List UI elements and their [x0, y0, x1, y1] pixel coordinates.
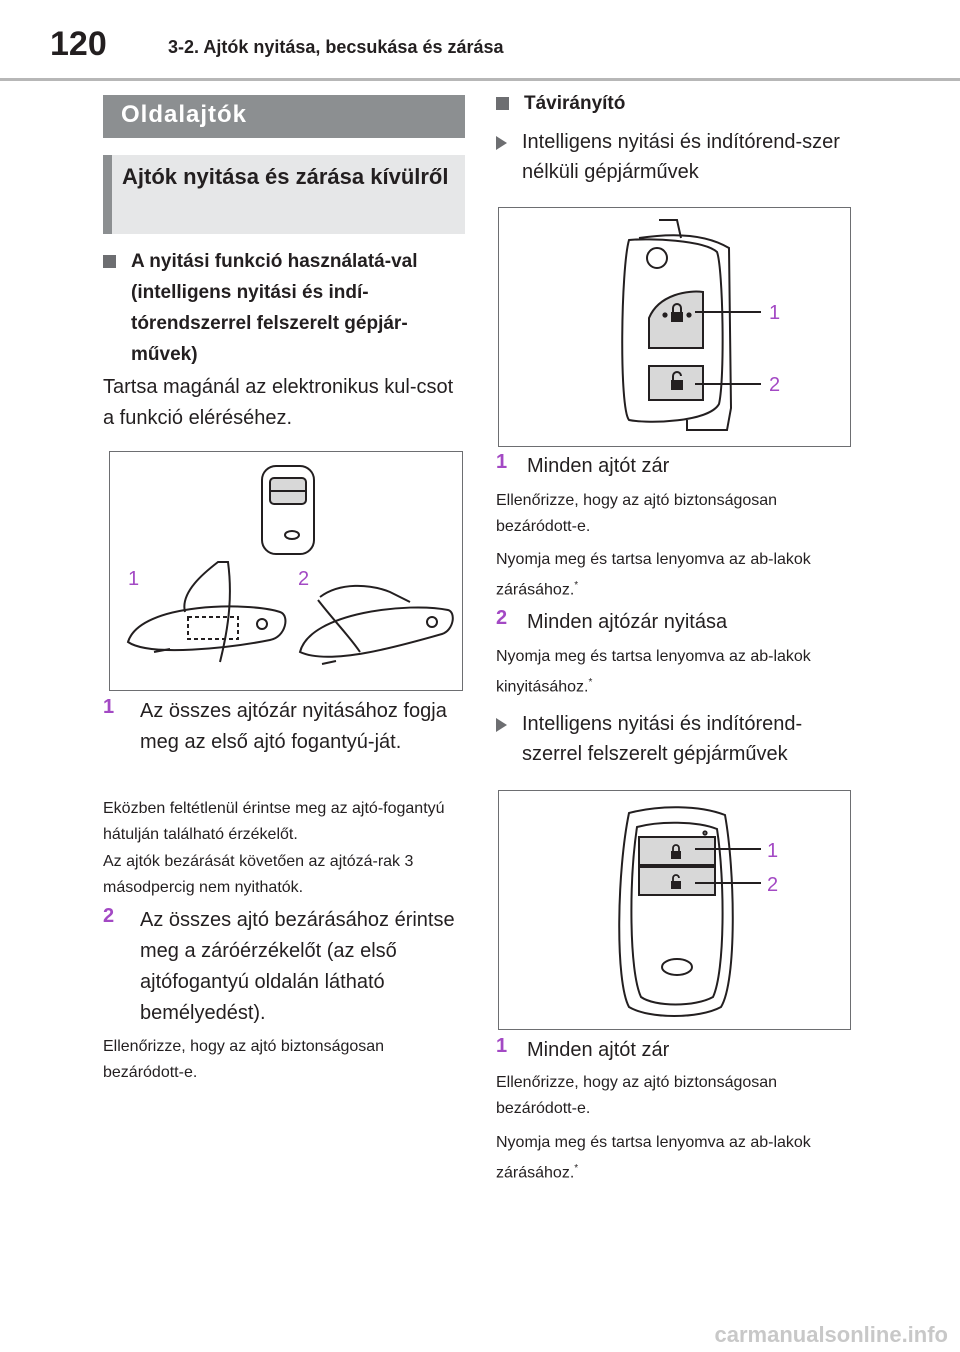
step-note: Ellenőrizze, hogy az ajtó biztonságosan bezáródott-e.	[496, 492, 778, 535]
step-item	[496, 1035, 852, 1066]
subsection-title: Ajtók nyitása és zárása kívülről	[122, 164, 449, 189]
step-text: Az összes ajtózár nyitásához fogja meg az első ajtó fogantyú-ját.	[140, 700, 447, 753]
door-handle-illustration	[110, 452, 461, 689]
smart-entry-heading: A nyitási funkció használatá-val (intelligens nyitási és indí-tórendszerrel felszerelt gépjár-művek)	[103, 246, 465, 370]
watermark: carmanualsonline.info	[714, 1322, 948, 1347]
page-number: 120	[50, 25, 107, 63]
step-text: Az összes ajtó bezárásához érintse meg a záróérzékelőt (az első ajtófogantyú oldalán látható bemélyedést).	[140, 909, 455, 1024]
step-note: Ellenőrizze, hogy az ajtó biztonságosan bezáródott-e.	[103, 1038, 385, 1081]
door-handle-figure	[109, 451, 463, 691]
step-item	[496, 607, 852, 638]
smart-entry-intro: Tartsa magánál az elektronikus kul-csot a funkció eléréséhez.	[103, 376, 454, 429]
key-figure-2	[498, 790, 851, 1030]
step-number: 1	[496, 1035, 508, 1057]
figure-label-1: 1	[769, 302, 781, 324]
footnote-marker: *	[588, 677, 593, 688]
step-item	[496, 451, 852, 482]
step-text: Minden ajtózár nyitása	[527, 611, 728, 633]
key-figure-1	[498, 207, 851, 447]
remote-sub-heading-2: Intelligens nyitási és indítórend-szerrel felszerelt gépjárművek	[496, 709, 852, 769]
step-text: Minden ajtót zár	[527, 1039, 670, 1061]
section-title: Oldalajtók	[121, 101, 248, 128]
figure-label-2: 2	[767, 874, 779, 896]
step-number: 2	[496, 607, 508, 629]
footnote-marker: *	[574, 580, 579, 591]
step-note: Ellenőrizze, hogy az ajtó biztonságosan bezáródott-e.	[496, 1074, 778, 1117]
chapter-title: 3-2. Ajtók nyitása, becsukása és zárása	[168, 37, 504, 57]
triangle-bullet-icon	[496, 718, 507, 732]
figure-label-2: 2	[298, 568, 310, 590]
step-note: Nyomja meg és tartsa lenyomva az ab-lakok kinyitásához.*	[496, 648, 811, 696]
remote-heading: Távirányító	[496, 88, 852, 119]
figure-label-2: 2	[769, 374, 781, 396]
step-note: Nyomja meg és tartsa lenyomva az ab-lakok zárásához.*	[496, 1134, 811, 1182]
step-item	[103, 905, 465, 1029]
step-note: Eközben feltétlenül érintse meg az ajtó-fogantyú hátulján található érzékelőt.	[103, 800, 445, 843]
step-text: Minden ajtót zár	[527, 455, 670, 477]
step-note: Nyomja meg és tartsa lenyomva az ab-lakok zárásához.*	[496, 551, 811, 599]
square-bullet-icon	[103, 255, 116, 268]
step-note: Az ajtók bezárását követően az ajtózá-rak 3 másodpercig nem nyithatók.	[103, 853, 414, 896]
step-number: 2	[103, 905, 115, 927]
square-bullet-icon	[496, 97, 509, 110]
step-number: 1	[496, 451, 508, 473]
figure-label-1: 1	[128, 568, 140, 590]
flip-key-illustration	[499, 208, 849, 445]
smart-key-illustration	[499, 791, 849, 1028]
step-number: 1	[103, 696, 115, 718]
footnote-marker: *	[574, 1163, 579, 1174]
step-item	[103, 696, 465, 758]
figure-label-1: 1	[767, 840, 779, 862]
triangle-bullet-icon	[496, 136, 507, 150]
remote-sub-heading-1: Intelligens nyitási és indítórend-szer nélküli gépjárművek	[496, 127, 852, 187]
subsection-accent-bar	[103, 155, 112, 234]
header-rule	[0, 78, 960, 81]
